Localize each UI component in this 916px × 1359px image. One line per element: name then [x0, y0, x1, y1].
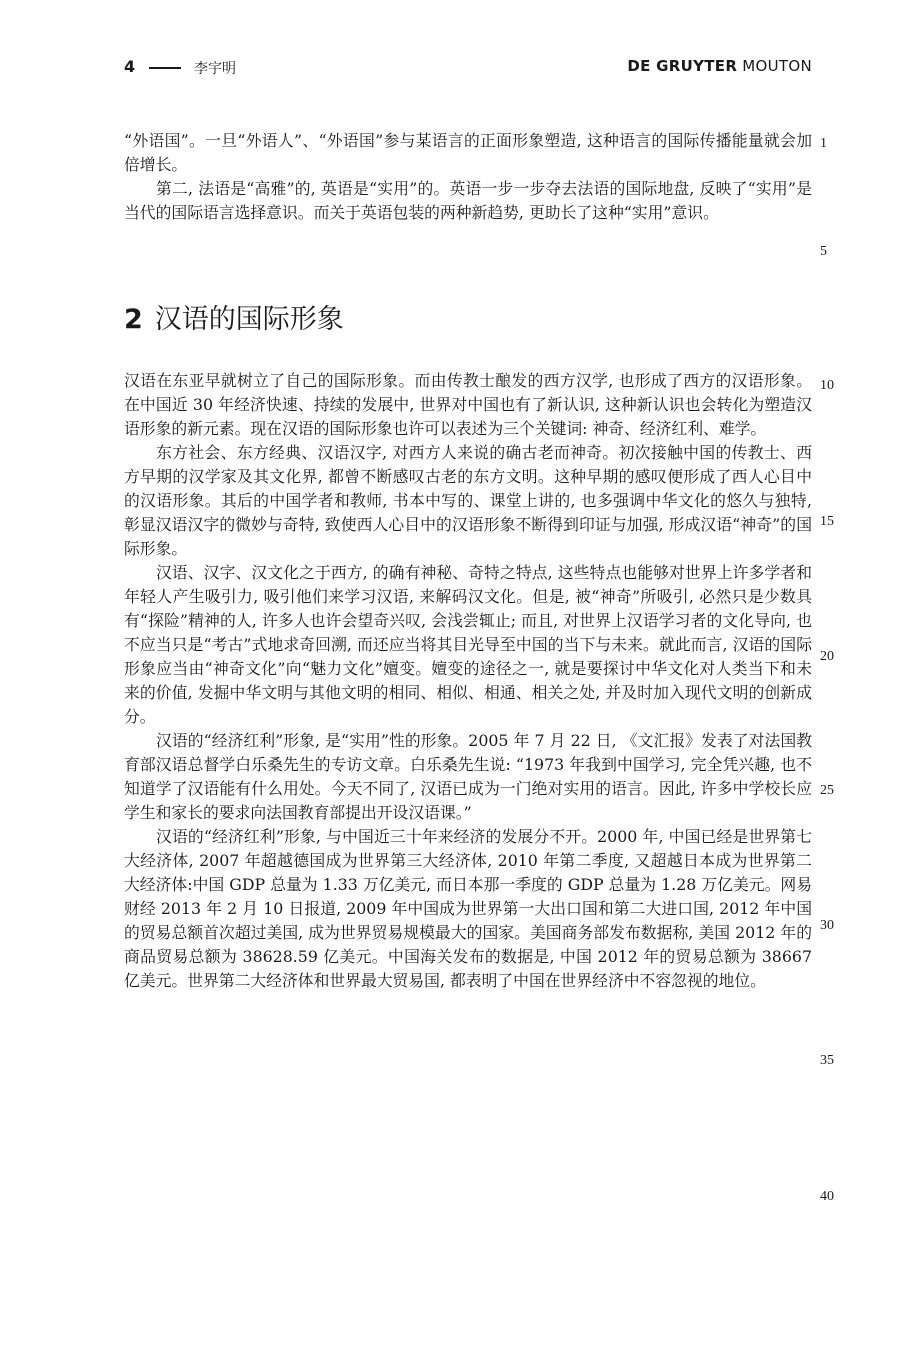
paragraph: “外语国”。一旦“外语人”、“外语国”参与某语言的正面形象塑造, 这种语言的国际传播能量就会加倍增长。: [124, 131, 812, 174]
author-name: 李宇明: [194, 61, 236, 77]
line-number: 1: [820, 136, 827, 151]
running-header: [124, 57, 812, 79]
line-number: 10: [820, 378, 834, 393]
page-number: 4: [124, 57, 136, 76]
line-number: 20: [820, 649, 834, 664]
publisher-rest: MOUTON: [742, 57, 812, 75]
line-number: 30: [820, 918, 834, 933]
line-number: 25: [820, 783, 834, 798]
paragraph: 第二, 法语是“高雅”的, 英语是“实用”的。英语一步一步夺去法语的国际地盘, 反映了“实用”是当代的国际语言选择意识。而关于英语包装的两种新趋势, 更助长了这种“实用”意识。: [124, 179, 812, 222]
paragraph: 汉语在东亚早就树立了自己的国际形象。而由传教士酿发的西方汉学, 也形成了西方的汉语形象。在中国近 30 年经济快速、持续的发展中, 世界对中国也有了新认识, 这种新认识也会转化为塑造汉语形象的新元素。现在汉语的国际形象也许可以表述为三个关键词: 神奇、经济红利、难学。: [124, 371, 812, 438]
paragraph: 汉语、汉字、汉文化之于西方, 的确有神秘、奇特之特点, 这些特点也能够对世界上许多学者和年轻人产生吸引力, 吸引他们来学习汉语, 来解码汉文化。但是, 被“神奇”所吸引, 必然只是少数具有“探险”精神的人, 许多人也许会望奇兴叹, 会浅尝辄止; 而且, 对世界上汉语学习者的文化导向, 也不应当只是“考古”式地求奇回溯, 而还应当将其目光导至中国的当下与未来。就此而言, 汉语的国际形象应当由“神奇文化”向“魅力文化”嬗变。嬗变的途径之一, 就是要探讨中华文化对人类当下和未来的价值, 发掘中华文明与其他文明的相同、相似、相通、相关之处, 并及时加入现代文明的创新成分。: [124, 563, 812, 726]
section-heading: [124, 300, 344, 340]
intro-text: [124, 129, 812, 225]
paragraph: 汉语的“经济红利”形象, 与中国近三十年来经济的发展分不开。2000 年, 中国已经是世界第七大经济体, 2007 年超越德国成为世界第三大经济体, 2010 年第二季度, 又超越日本成为世界第二大经济体:中国 GDP 总量为 1.33 万亿美元, 而日本那一季度的 GDP 总量为 1.28 万亿美元。网易财经 2013 年 2 月 10 日报道, 2009 年中国成为世界第一大出口国和第二大进口国, 2012 年中国的贸易总额首次超过美国, 成为世界贸易规模最大的国家。美国商务部发布数据称, 美国 2012 年的商品贸易总额为 38628.59 亿美元。中国海关发布的数据是, 中国 2012 年的贸易总额为 38667 亿美元。世界第二大经济体和世界最大贸易国, 都表明了中国在世界经济中不容忽视的地位。: [124, 827, 812, 990]
paragraph: 汉语的“经济红利”形象, 是“实用”性的形象。2005 年 7 月 22 日, 《文汇报》发表了对法国教育部汉语总督学白乐桑先生的专访文章。白乐桑先生说: “1973 年我到中国学习, 完全凭兴趣, 也不知道学了汉语能有什么用处。今天不同了, 汉语已成为一门绝对实用的语言。因此, 许多中学校长应学生和家长的要求向法国教育部提出开设汉语课。”: [124, 731, 812, 822]
section-body: [124, 369, 812, 993]
line-number: 40: [820, 1189, 834, 1204]
publisher-name: [627, 57, 812, 75]
publisher-bold: DE GRUYTER: [627, 57, 738, 75]
paragraph: 东方社会、东方经典、汉语汉字, 对西方人来说的确古老而神奇。初次接触中国的传教士、西方早期的汉学家及其文化界, 都曾不断感叹古老的东方文明。这种早期的感叹便形成了西人心目中的汉语形象。其后的中国学者和教师, 书本中写的、课堂上讲的, 也多强调中华文化的悠久与独特, 彰显汉语汉字的微妙与奇特, 致使西人心目中的汉语形象不断得到印证与加强, 形成汉语“神奇”的国际形象。: [124, 443, 812, 558]
section-title: 汉语的国际形象: [154, 304, 344, 335]
line-number: 15: [820, 514, 834, 529]
header-rule: [149, 67, 181, 69]
section-number: 2: [124, 304, 143, 335]
line-number: 35: [820, 1053, 834, 1068]
line-number: 5: [820, 244, 827, 259]
